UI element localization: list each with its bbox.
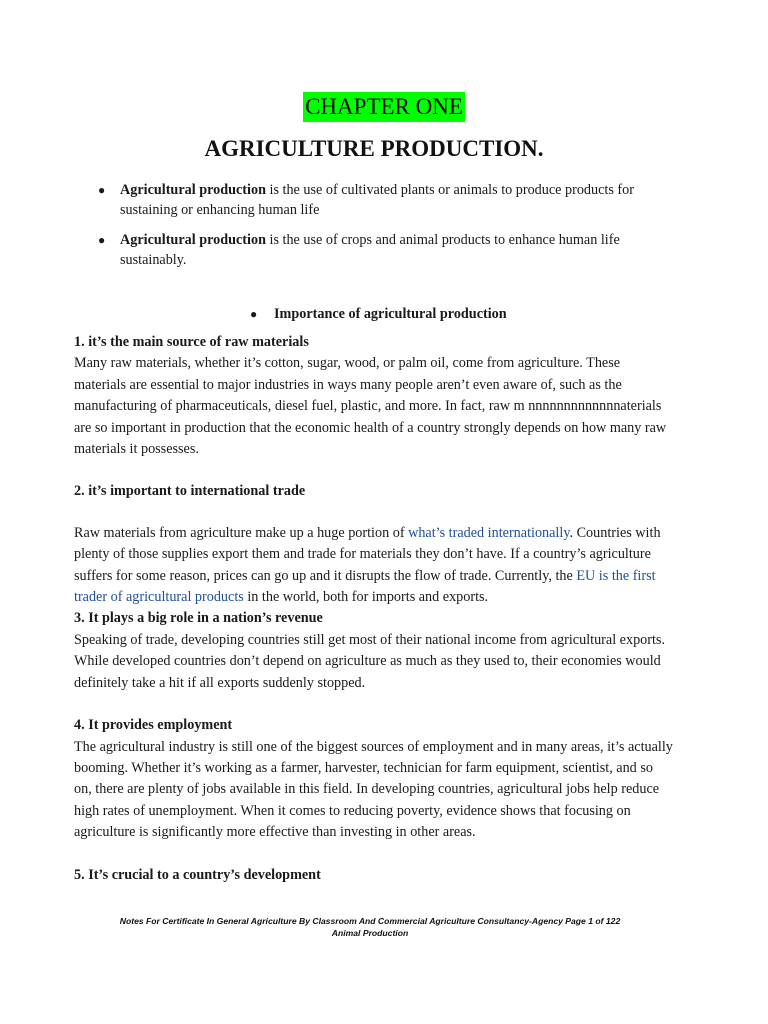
paragraph-text: Raw materials from agriculture make up a huge portion of xyxy=(74,524,409,541)
section-heading: 3. It plays a big role in a nation’s revenue xyxy=(74,610,323,627)
definition-term: Agricultural production xyxy=(120,182,266,198)
section-heading: 4. It provides employment xyxy=(74,717,233,734)
bullet-icon: ● xyxy=(98,233,106,247)
paragraph-text: . Countries with plenty of those supplies export them and trade for materials they don’t have. If a country’s agriculture suffers for some reason, prices can go up and it disrupts the flow of trade. Currently, the xyxy=(74,524,661,584)
section-paragraph: Many raw materials, whether it’s cotton, sugar, wood, or palm oil, come from agriculture. These materials are essential to major industries in ways many people aren’t even aware of, such as the manufacturing of pharmaceuticals, diesel fuel, plastic, and more. In fact, raw m nnnnnnnnnnnnnaterials are so important in production that the economic health of a country strongly depends on how many raw materials it possesses. xyxy=(74,355,667,458)
footer-line: Notes For Certificate In General Agriculture By Classroom And Commercial Agriculture Consultancy-Agency Page 1 of 122 xyxy=(119,916,621,926)
definition-text: is the use of crops and animal products to enhance human life sustainably. xyxy=(120,232,620,268)
importance-heading-text: Importance of agricultural production xyxy=(274,306,507,322)
bullet-icon: ● xyxy=(98,183,106,197)
section-paragraph xyxy=(74,523,674,609)
importance-heading xyxy=(250,304,507,324)
chapter-label: CHAPTER ONE xyxy=(303,92,465,122)
section-paragraph: Speaking of trade, developing countries still get most of their national income from agricultural exports. While developed countries don’t depend on agriculture as much as they used to, their economies would definitely take a hit if all exports suddenly stopped. xyxy=(74,631,665,691)
definition-item xyxy=(96,180,676,220)
page-footer xyxy=(0,915,740,939)
definition-text: is the use of cultivated plants or animals to produce products for sustaining or enhancing human life xyxy=(120,182,634,218)
link-international-trade[interactable]: what’s traded internationally xyxy=(408,524,570,541)
paragraph-text: in the world, both for imports and exports. xyxy=(243,589,489,606)
link-eu-trader[interactable]: EU is the first trader of agricultural products xyxy=(74,567,656,606)
definition-list xyxy=(96,180,676,280)
page-title: AGRICULTURE PRODUCTION. xyxy=(204,136,544,161)
footer-line: Animal Production xyxy=(331,928,409,938)
chapter-header xyxy=(0,92,768,122)
section-heading: 5. It’s crucial to a country’s development xyxy=(74,866,321,883)
section-heading: 1. it’s the main source of raw materials xyxy=(74,334,309,350)
bullet-icon: ● xyxy=(250,307,258,321)
definition-item xyxy=(96,230,676,270)
section-heading: 2. it’s important to international trade xyxy=(74,483,306,500)
section-paragraph: The agricultural industry is still one of the biggest sources of employment and in many areas, it’s actually booming. Whether it’s working as a farmer, harvester, technician for farm equipment, scientist, and so on, there are plenty of jobs available in this field. In developing countries, agricultural jobs help reduce high rates of unemployment. When it comes to reducing poverty, evidence shows that focusing on agriculture is significantly more effective than investing in other areas. xyxy=(74,738,673,841)
definition-term: Agricultural production xyxy=(120,232,266,248)
document-body xyxy=(74,332,674,886)
